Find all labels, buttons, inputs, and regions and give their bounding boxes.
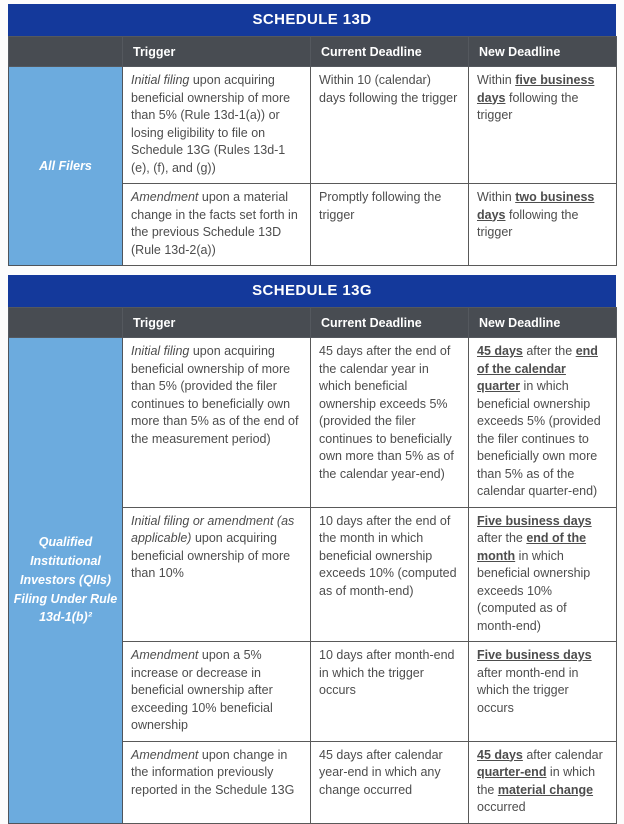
- header-row: [9, 308, 617, 338]
- text-segment: in which the: [477, 765, 596, 797]
- text-segment: 10 days after month-end in which the trigger occurs: [319, 648, 455, 697]
- text-segment: after calendar: [522, 747, 603, 762]
- text-segment: in which beneficial ownership exceeds 5% (provided the filer continues to beneficially own more than 5% as of the calendar quarter-end): [477, 379, 601, 498]
- text-segment: 10 days after the end of the month in which beneficial ownership exceeds 10% (computed as of month-end): [319, 513, 457, 598]
- text-segment: upon change in the information previously reported in the Schedule 13G: [131, 747, 295, 797]
- text-segment: in which beneficial ownership exceeds 10% (computed as of month-end): [477, 548, 591, 633]
- text-segment: Initial filing: [131, 344, 190, 358]
- text-segment: after the: [477, 531, 527, 545]
- header-cell-new-deadline: New Deadline: [469, 37, 617, 67]
- current-deadline-cell: [311, 741, 469, 823]
- text-segment: Within: [477, 190, 516, 204]
- text-segment: upon a 5% increase or decrease in beneficial ownership after exceeding 10% beneficial ownership: [131, 648, 273, 732]
- text-segment: Initial filing: [131, 73, 190, 87]
- new-deadline-cell: [469, 338, 617, 508]
- text-segment: following the trigger: [477, 207, 579, 239]
- text-segment: Initial filing or amendment (as applicable): [131, 513, 295, 545]
- schedule-13g-table: [8, 307, 617, 824]
- current-deadline-cell: [311, 507, 469, 642]
- header-cell-trigger: Trigger: [123, 308, 311, 338]
- header-cell-empty: [9, 308, 123, 338]
- text-segment: after the: [522, 344, 576, 358]
- table-row: [9, 67, 617, 184]
- text-segment: Five business days: [477, 513, 592, 528]
- text-segment: Amendment: [131, 190, 199, 204]
- text-segment: 45 days: [477, 747, 523, 762]
- text-segment: Amendment: [131, 648, 199, 662]
- header-cell-current-deadline: Current Deadline: [311, 37, 469, 67]
- trigger-cell: [123, 507, 311, 642]
- text-segment: Within 10 (calendar) days following the trigger: [319, 73, 458, 105]
- new-deadline-cell: [469, 642, 617, 742]
- text-segment: end of the month: [477, 531, 587, 563]
- schedule-13g-section: [8, 275, 616, 824]
- schedule-13d-table: [8, 36, 617, 266]
- text-segment: 45 days: [477, 344, 523, 358]
- current-deadline-cell: [311, 67, 469, 184]
- header-cell-current-deadline: Current Deadline: [311, 308, 469, 338]
- table-row: [9, 338, 617, 508]
- new-deadline-cell: [469, 67, 617, 184]
- row-group-label-qiis: Qualified Institutional Investors (QIIs) Filing Under Rule 13d-1(b)²: [9, 338, 123, 824]
- trigger-cell: [123, 642, 311, 742]
- text-segment: Within: [477, 73, 516, 87]
- current-deadline-cell: [311, 642, 469, 742]
- header-cell-new-deadline: New Deadline: [469, 308, 617, 338]
- current-deadline-cell: [311, 184, 469, 266]
- text-segment: two business days: [477, 190, 595, 222]
- text-segment: upon a material change in the facts set forth in the previous Schedule 13D (Rule 13d-2(a)): [131, 190, 298, 257]
- trigger-cell: [123, 184, 311, 266]
- text-segment: material change: [497, 782, 594, 797]
- text-segment: occurred: [477, 800, 526, 814]
- new-deadline-cell: [469, 507, 617, 642]
- text-segment: quarter-end: [477, 765, 547, 779]
- trigger-cell: [123, 338, 311, 508]
- header-cell-empty: [9, 37, 123, 67]
- text-segment: Five business days: [477, 648, 592, 662]
- schedule-13g-title: SCHEDULE 13G: [8, 275, 616, 307]
- text-segment: 45 days after calendar year-end in which any change occurred: [319, 747, 443, 797]
- header-row: [9, 37, 617, 67]
- trigger-cell: [123, 741, 311, 823]
- current-deadline-cell: [311, 338, 469, 508]
- schedule-13d-section: [8, 4, 616, 266]
- text-segment: following the trigger: [477, 90, 579, 122]
- text-segment: upon acquiring beneficial ownership of more than 10%: [131, 531, 291, 580]
- row-group-label-all-filers: All Filers: [9, 67, 123, 266]
- header-cell-trigger: Trigger: [123, 37, 311, 67]
- new-deadline-cell: [469, 184, 617, 266]
- text-segment: upon acquiring beneficial ownership of more than 5% (provided the filer continues to beneficially own more than 5% as of the end of the measurement period): [131, 344, 299, 446]
- text-segment: five business days: [477, 73, 595, 105]
- schedule-13d-title: SCHEDULE 13D: [8, 4, 616, 36]
- text-segment: Promptly following the trigger: [319, 190, 442, 222]
- trigger-cell: [123, 67, 311, 184]
- text-segment: upon acquiring beneficial ownership of more than 5% (Rule 13d-1(a)) or losing eligibility to file on Schedule 13G (Rules 13d-1 (e), (f), and (g)): [131, 73, 291, 175]
- text-segment: Amendment: [131, 747, 199, 762]
- text-segment: 45 days after the end of the calendar year in which beneficial ownership exceeds 5% (provided the filer continues to beneficially own more than 5% as of the calendar year-end): [319, 344, 454, 481]
- new-deadline-cell: [469, 741, 617, 823]
- text-segment: after month-end in which the trigger occurs: [477, 665, 579, 715]
- text-segment: end of the calendar quarter: [477, 344, 598, 393]
